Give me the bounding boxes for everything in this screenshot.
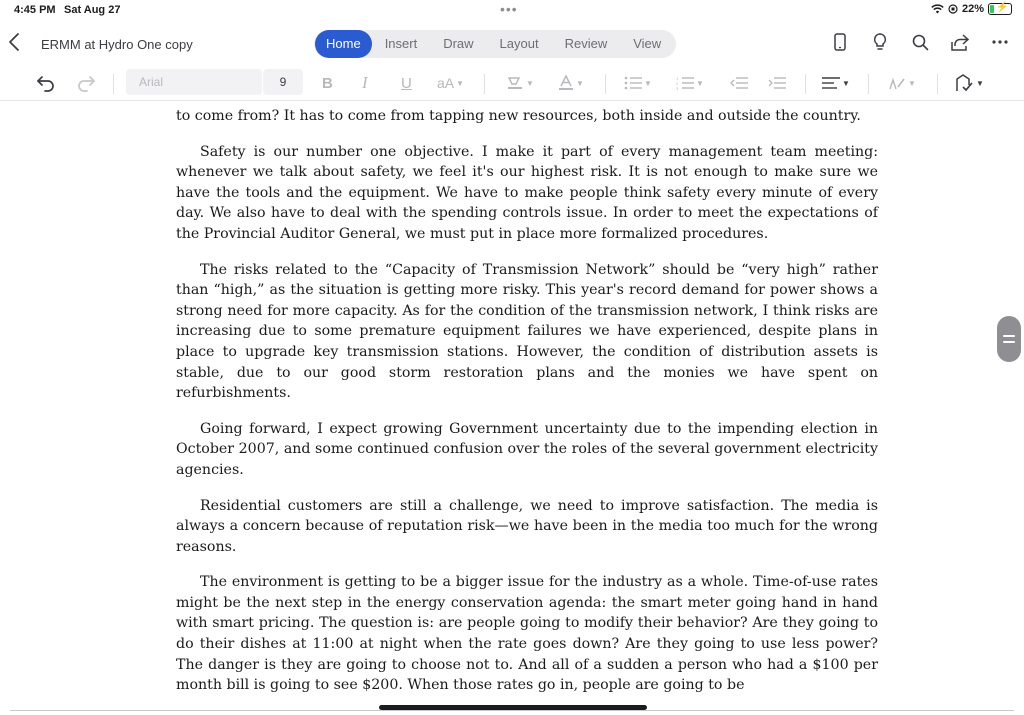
battery-level	[990, 5, 994, 13]
undo-icon[interactable]	[36, 71, 56, 95]
outdent-icon	[730, 76, 748, 90]
mobile-view-icon[interactable]	[830, 32, 850, 52]
bullets-button[interactable]	[624, 71, 652, 95]
document-paragraph: Going forward, I expect growing Government uncertainty due to the impending election in October 2007, and some continued confusion over the roles of the several government electricity agencies.	[176, 420, 878, 478]
grip-line	[1003, 341, 1015, 343]
chevron-down-icon: ▼	[696, 78, 704, 88]
svg-text:3: 3	[676, 86, 679, 90]
font-size-field[interactable]: 9	[263, 69, 303, 95]
share-icon[interactable]	[950, 32, 970, 52]
bold-button[interactable]: B	[322, 74, 333, 92]
font-size-adjust-button[interactable]	[437, 71, 464, 95]
tab-draw[interactable]: Draw	[443, 36, 474, 51]
italic-button[interactable]: I	[362, 73, 368, 92]
wifi-icon	[931, 4, 944, 14]
document-body[interactable]	[176, 106, 878, 711]
charging-bolt-icon: ⚡	[996, 2, 1009, 13]
chevron-down-icon: ▼	[842, 78, 850, 88]
font-size-adjust-label: aA	[437, 75, 455, 91]
indent-icon	[768, 76, 786, 90]
toolbar-divider	[113, 74, 114, 94]
more-options-icon[interactable]	[990, 32, 1010, 52]
status-indicators	[931, 3, 1012, 15]
title-row	[0, 28, 1024, 62]
document-paragraph: Residential customers are still a challenge, we need to improve satisfaction. The media is always a concern because of reputation risk—we have been in the media too much for the wrong reasons.	[176, 497, 878, 555]
decrease-indent-button[interactable]	[730, 71, 748, 95]
font-name-field[interactable]: Arial	[126, 69, 262, 95]
highlighter-icon	[506, 75, 524, 91]
status-bar	[0, 0, 1024, 22]
toolbar-divider	[605, 74, 606, 94]
search-icon[interactable]	[910, 32, 930, 52]
styles-pen-icon	[888, 75, 906, 91]
highlight-button[interactable]	[506, 71, 534, 95]
ribbon-toolbar	[0, 66, 1024, 101]
document-paragraph: The risks related to the “Capacity of Transmission Network” should be “very high” rather than “high,” as the situation is getting more risky. This year's record demand for power shows a strong need for more capacity. As for the condition of the transmission network, I think risks are increasing due to some premature equipment failures we have experienced, despite plans in place to upgrade key transmission stations. However, the condition of distribution assets is stable, due to our good storm restoration plans and the monies we have spent on refurbishments.	[176, 261, 878, 402]
svg-text:1: 1	[676, 76, 679, 81]
font-color-icon	[558, 75, 574, 91]
document-paragraph: Safety is our number one objective. I make it part of every management team meeting: whenever we talk about safety, we feel it's our highest risk. It is not enough to make sure we have the tools and the equipment. We have to make people think safety every minute of every day. We also have to deal with the spending controls issue. In order to meet the expectations of the Provincial Auditor General, we must put in place more formalized procedures.	[176, 143, 878, 242]
paragraph-align-button[interactable]	[822, 71, 850, 95]
align-left-icon	[822, 76, 840, 90]
tab-view[interactable]: View	[633, 36, 662, 51]
toolbar-divider	[868, 74, 869, 94]
editor-button[interactable]	[954, 71, 984, 95]
toolbar-divider	[484, 74, 485, 94]
tab-home[interactable]: Home	[315, 30, 372, 58]
document-title[interactable]: ERMM at Hydro One copy	[41, 37, 193, 52]
orientation-lock-icon	[948, 4, 958, 14]
multitasking-dots-icon[interactable]: •••	[500, 1, 518, 17]
chevron-down-icon: ▼	[976, 78, 984, 88]
back-chevron-icon[interactable]	[8, 32, 28, 56]
ribbon-tabs	[314, 30, 676, 58]
chevron-down-icon: ▼	[908, 78, 916, 88]
numbered-list-icon	[676, 76, 694, 90]
toolbar-divider	[805, 74, 806, 94]
toolbar-divider	[937, 74, 938, 94]
battery-icon	[988, 3, 1012, 15]
chevron-down-icon: ▼	[456, 78, 465, 88]
chevron-down-icon: ▼	[576, 78, 584, 88]
underline-button[interactable]: U	[401, 74, 412, 92]
bullet-list-icon	[624, 76, 642, 90]
tab-insert[interactable]: Insert	[384, 36, 418, 51]
editor-check-icon	[954, 74, 974, 92]
tab-review[interactable]: Review	[564, 36, 608, 51]
chevron-down-icon: ▼	[526, 78, 534, 88]
font-color-button[interactable]	[558, 71, 584, 95]
svg-text:2: 2	[676, 81, 679, 86]
status-time: 4:45 PM	[14, 4, 56, 16]
numbering-button[interactable]	[676, 71, 704, 95]
scroll-handle[interactable]	[997, 316, 1021, 362]
document-paragraph: The environment is getting to be a bigger issue for the industry as a whole. Time-of-use rates might be the next step in the energy conservation agenda: the smart meter going hand in hand with smart pricing. The question is: are people going to modify their behavior? Are they going to do their dishes at 11:00 at night when the rate goes down? Are they going to use less power? The danger is they are going to choose not to. And all of a sudden a person who had a $100 per month bill is going to see $200. When those rates go in, people are going to be	[176, 574, 878, 694]
status-date: Sat Aug 27	[64, 4, 121, 16]
lightbulb-icon[interactable]	[870, 32, 890, 52]
styles-button[interactable]	[888, 71, 916, 95]
redo-icon[interactable]	[76, 71, 96, 95]
increase-indent-button[interactable]	[768, 71, 786, 95]
bottom-divider	[10, 710, 1014, 711]
home-indicator[interactable]	[379, 705, 647, 710]
top-actions	[830, 32, 1010, 52]
battery-percent: 22%	[961, 3, 984, 15]
chevron-down-icon: ▼	[644, 78, 652, 88]
grip-line	[1003, 335, 1015, 337]
tab-layout[interactable]: Layout	[499, 36, 539, 51]
document-paragraph: to come from? It has to come from tapping new resources, both inside and outside the country.	[176, 108, 861, 124]
